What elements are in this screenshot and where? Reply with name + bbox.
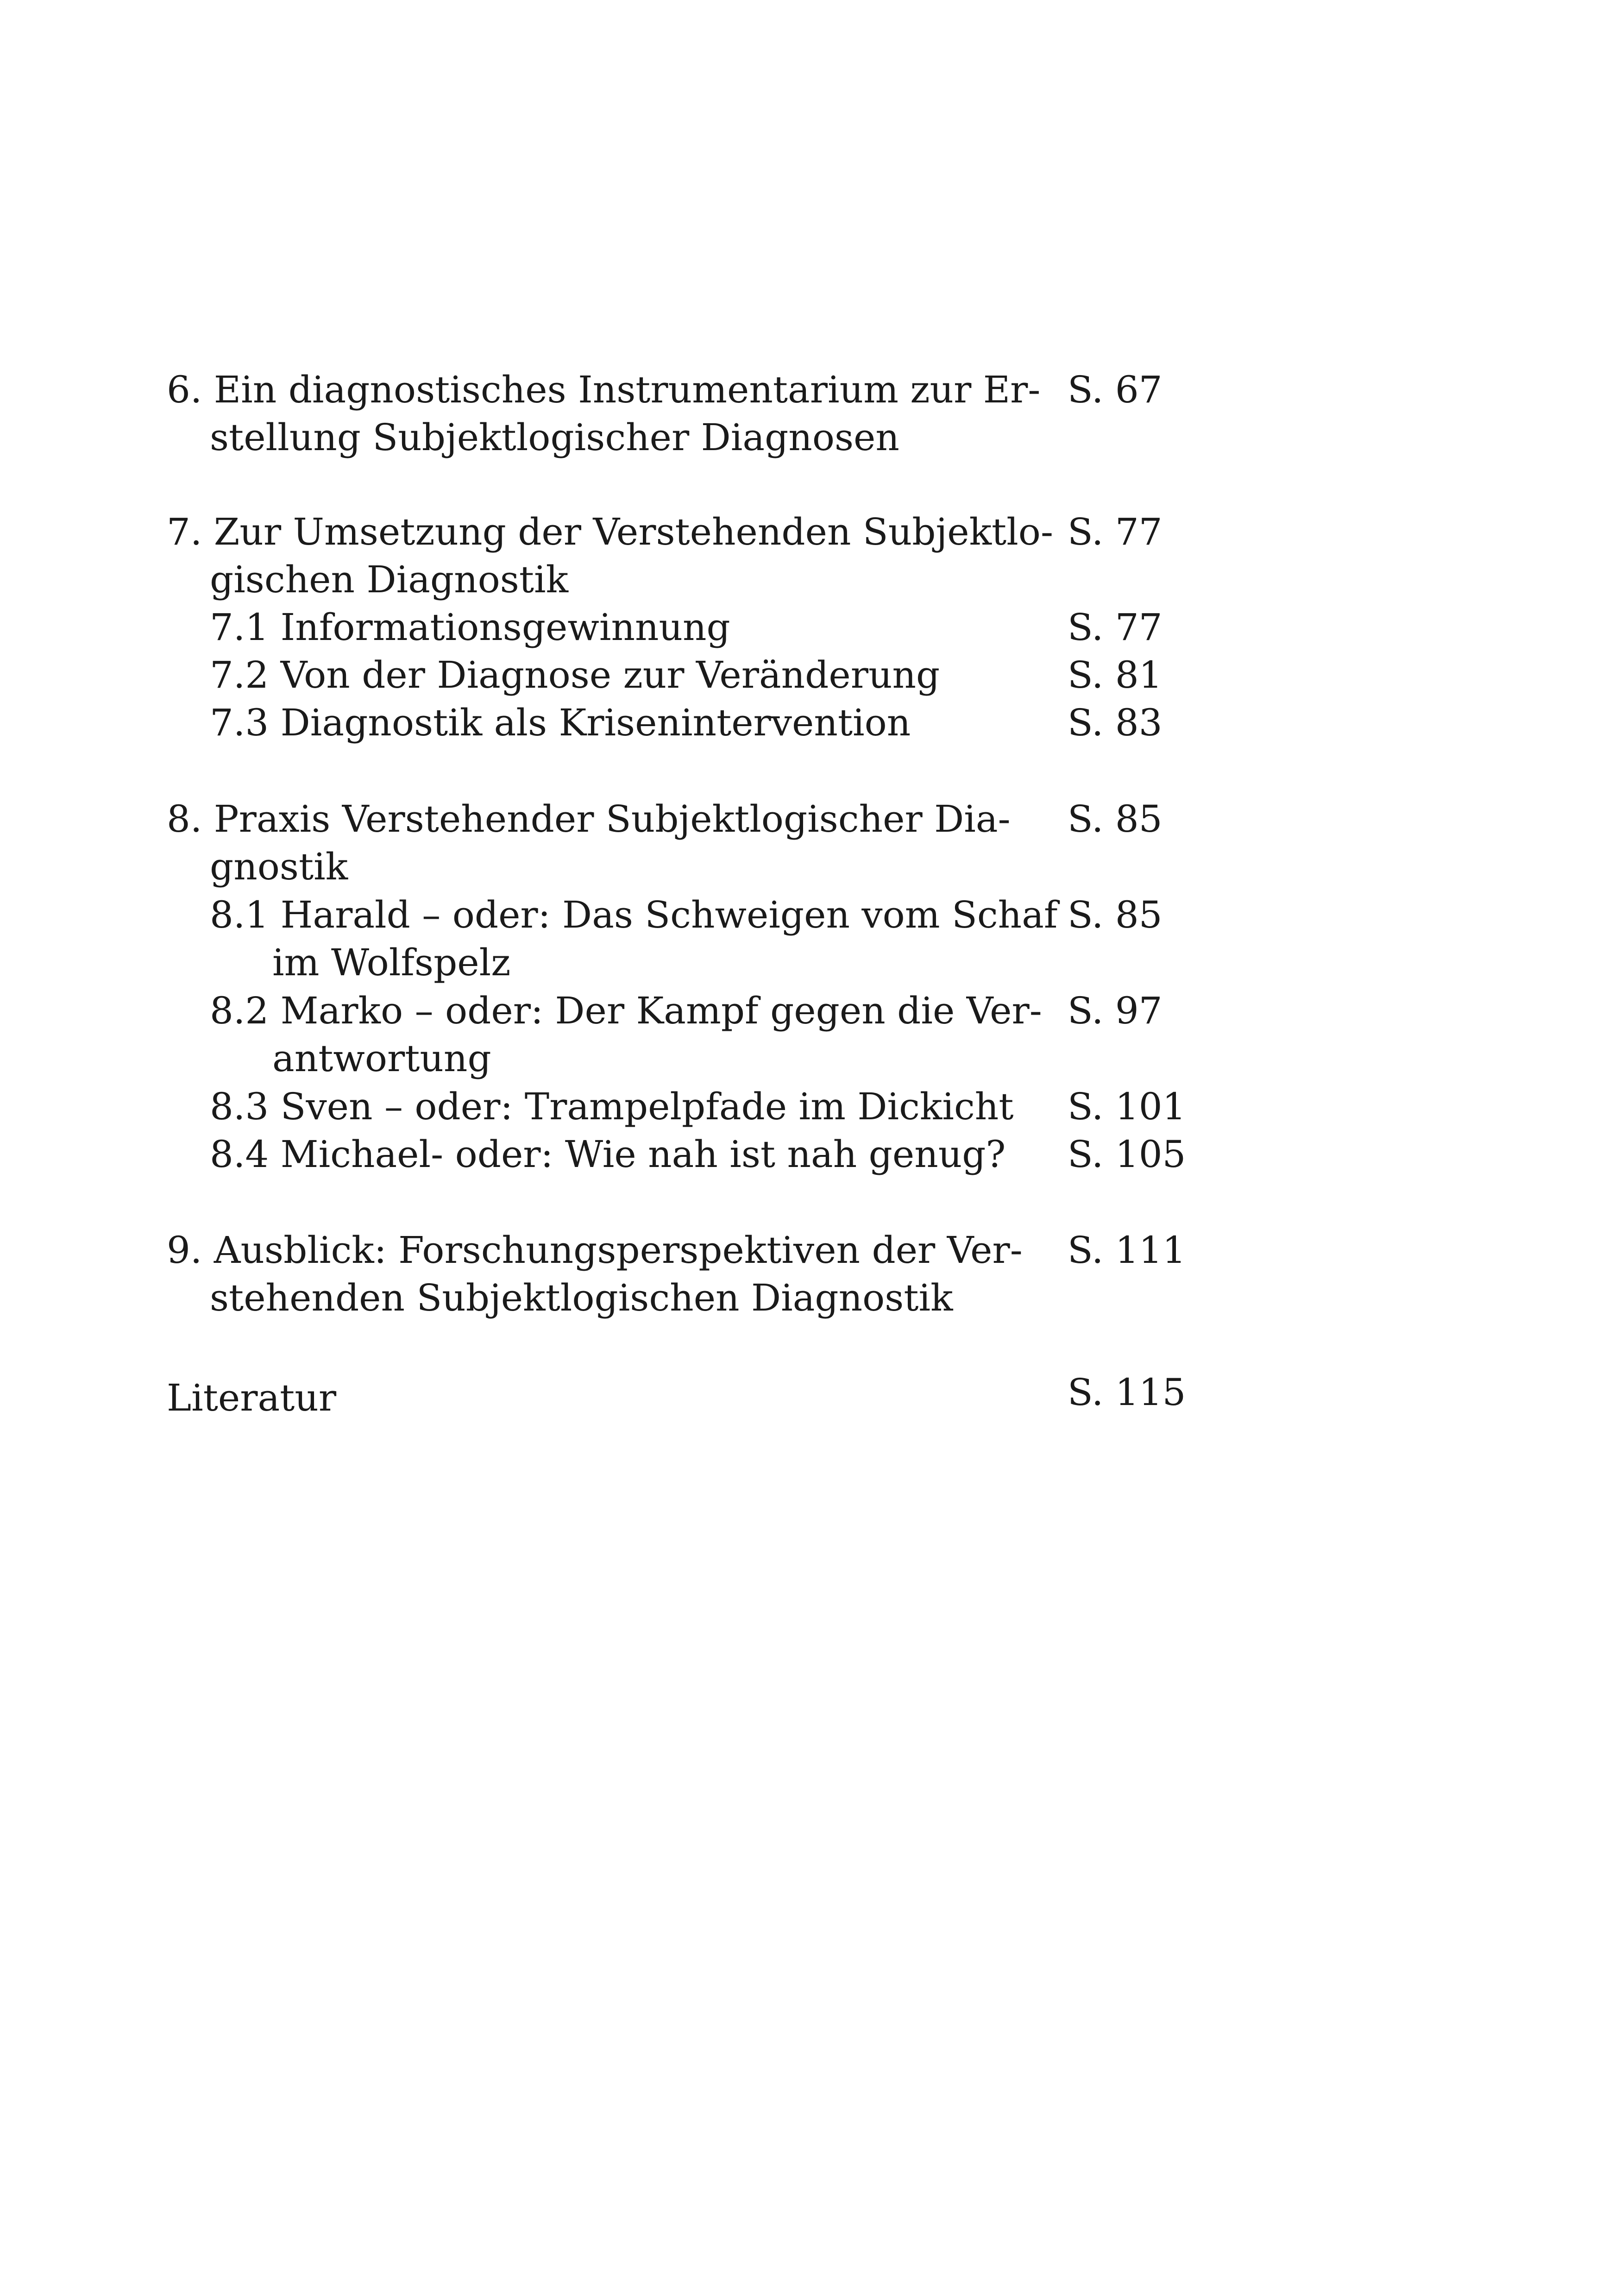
section-8-3-page-number: S. 101 (1068, 1085, 1186, 1128)
section-8-1-page-number: S. 85 (1068, 893, 1162, 936)
chapter-8-title-line-2: gnostik (210, 845, 348, 888)
section-7-2-title: 7.2 Von der Diagnose zur Veränderung (210, 653, 940, 696)
section-7-3-title: 7.3 Diagnostik als Krisenintervention (210, 701, 911, 744)
section-7-2-page-number: S. 81 (1068, 653, 1162, 696)
section-8-4-page-number: S. 105 (1068, 1133, 1186, 1176)
section-8-1-title-line-1: 8.1 Harald – oder: Das Schweigen vom Schaf (210, 893, 1058, 936)
section-8-4-title: 8.4 Michael- oder: Wie nah ist nah genug? (210, 1133, 1006, 1176)
chapter-6-title-line-1: 6. Ein diagnostisches Instrumentarium zur Er- (167, 368, 1041, 411)
chapter-7-page-number: S. 77 (1068, 510, 1162, 553)
chapter-9-page-number: S. 111 (1068, 1229, 1186, 1272)
section-8-2-title-line-1: 8.2 Marko – oder: Der Kampf gegen die Ver- (210, 989, 1042, 1032)
section-7-3-page-number: S. 83 (1068, 701, 1162, 744)
chapter-8-title-line-1: 8. Praxis Verstehender Subjektlogischer Dia- (167, 797, 1011, 841)
section-8-3-title: 8.3 Sven – oder: Trampelpfade im Dickicht (210, 1085, 1014, 1128)
section-8-2-title-line-2: antwortung (272, 1037, 491, 1080)
chapter-7-title-line-1: 7. Zur Umsetzung der Verstehenden Subjektlo- (167, 510, 1053, 553)
section-7-1-page-number: S. 77 (1068, 606, 1162, 649)
section-8-1-title-line-2: im Wolfspelz (272, 941, 511, 984)
section-8-2-page-number: S. 97 (1068, 989, 1162, 1032)
chapter-9-title-line-2: stehenden Subjektlogischen Diagnostik (210, 1276, 953, 1319)
chapter-6-title-line-2: stellung Subjektlogischer Diagnosen (210, 416, 899, 459)
chapter-7-title-line-2: gischen Diagnostik (210, 558, 569, 601)
chapter-8-page-number: S. 85 (1068, 797, 1162, 841)
chapter-9-title-line-1: 9. Ausblick: Forschungsperspektiven der Ver- (167, 1229, 1023, 1272)
literatur-title: Literatur (167, 1376, 337, 1419)
section-7-1-title: 7.1 Informationsgewinnung (210, 606, 730, 649)
chapter-6-page-number: S. 67 (1068, 368, 1162, 411)
literatur-page-number: S. 115 (1068, 1371, 1186, 1414)
